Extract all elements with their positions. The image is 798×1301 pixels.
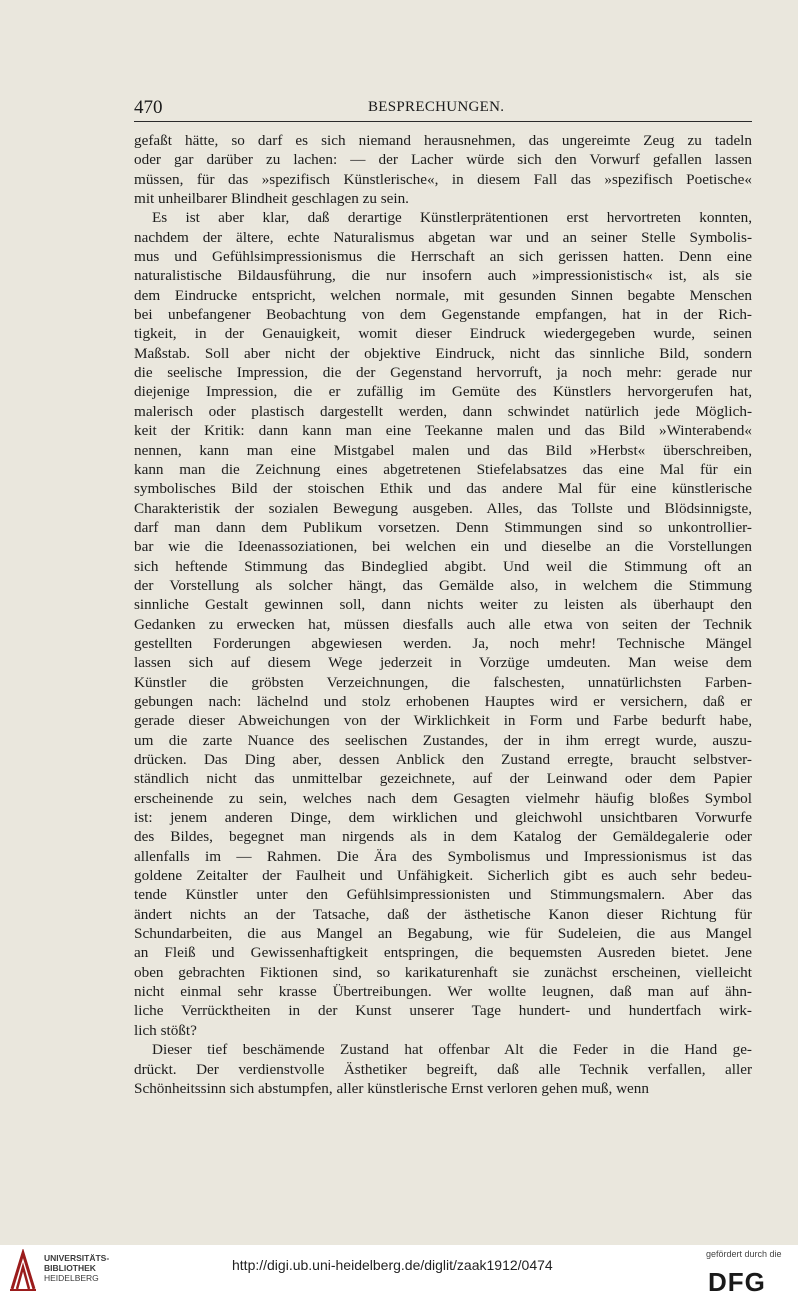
text-line: malerisch oder plastisch dargestellt werden, dann schwindet natürlich jede Möglich- (134, 402, 752, 420)
university-library-logo-icon (8, 1249, 38, 1293)
text-line: tigkeit, in der Genauigkeit, womit dieser Eindruck wiedergegeben wurde, seinen (134, 325, 752, 343)
page-header (134, 97, 752, 122)
page-number: 470 (134, 97, 163, 118)
library-name-line1: UNIVERSITÄTS- (44, 1253, 110, 1263)
text-line: kann man die Zeichnung eines abgetretenen Stiefelabsatzes das eine Mal für ein (134, 460, 752, 478)
text-line: gestellten Forderungen abgewiesen werden. Ja, noch mehr! Technische Mängel (134, 634, 752, 652)
library-name-line2: BIBLIOTHEK (44, 1263, 96, 1273)
text-line: keit der Kritik: dann kann man eine Teekanne malen und das Bild »Winterabend« (134, 422, 752, 440)
text-line: der Vorstellung als solcher hängt, das Gemälde also, in welchem die Stimmung (134, 576, 752, 594)
library-name-line3: HEIDELBERG (44, 1273, 99, 1283)
text-line: symbolisches Bild der stoischen Ethik und das andere Mal für eine künstlerische (134, 480, 752, 498)
text-line: die seelische Impression, die der Gegenstand hervorruft, ja noch mehr: gerade nur (134, 364, 752, 382)
text-line: mit unheilbarer Blindheit geschlagen zu sein. (134, 190, 409, 208)
text-line: Schönheitssinn sich abstumpfen, aller künstlerische Ernst verloren gehen muß, wenn (134, 1079, 649, 1097)
text-line: an Fleiß und Gewissenhaftigkeit entspringen, die bequemsten Ausreden bietet. Jene (134, 944, 752, 962)
text-line: ist: jenem anderen Dinge, dem wirklichen und gleichwohl unsichtbaren Vorwurfe (134, 809, 752, 827)
text-line: oder gar darüber zu lachen: — der Lacher würde sich den Vorwurf gefallen lassen (134, 151, 752, 169)
text-line: liche Verrücktheiten in der Kunst unserer Tage hundert- und hundertfach wirk- (134, 1002, 752, 1020)
text-line: Maßstab. Soll aber nicht der objektive Eindruck, nicht das sinnliche Bild, sondern (134, 344, 752, 362)
text-line: sinnliche Gestalt gewinnen soll, dann nichts weiter zu leisten als überhaupt den (134, 596, 752, 614)
text-line: lich stößt? (134, 1021, 197, 1039)
text-line: goldene Zeitalter der Faulheit und Unfähigkeit. Sicherlich gibt es auch sehr bedeu- (134, 867, 752, 885)
text-line: gefaßt hätte, so darf es sich niemand herausnehmen, das ungereimte Zeug zu tadeln (134, 132, 752, 149)
text-line: gerade dieser Abweichungen von der Wirklichkeit in Form und Farbe bedurft habe, (134, 712, 752, 730)
footer-bar (0, 1245, 798, 1301)
text-line: bei unbefangener Beobachtung von dem Gegenstande empfangen, hat in der Rich- (134, 306, 752, 324)
text-line: dem Eindrucke entspricht, welchen normale, mit gesunden Sinnen begabte Menschen (134, 286, 752, 304)
text-line: nachdem der ältere, echte Naturalismus abgetan war und an seiner Stelle Symbolis- (134, 228, 752, 246)
text-line: erscheinende zu sein, welches nach dem Gesagten vielmehr häufig bloßes Symbol (134, 789, 752, 807)
dfg-logo: DFG (708, 1267, 766, 1297)
text-line: nennen, kann man eine Mistgabel malen und das Bild »Herbst« überschreiben, (134, 441, 752, 459)
text-line: darf man dann dem Publikum vorsetzen. Denn Stimmungen sind so unkontrollier- (134, 518, 752, 536)
library-name (44, 1253, 109, 1283)
text-line: sich heftende Stimmung das Bindeglied abgibt. Und weil die Stimmung oft an (134, 557, 752, 575)
text-line: allenfalls im — Rahmen. Die Ära des Symbolismus und Impressionismus ist das (134, 847, 752, 865)
text-line: nicht einmal sehr krasse Übertreibungen. Wer wollte leugnen, daß man auf ähn- (134, 983, 752, 1001)
text-line: drücken. Das Ding aber, dessen Anblick den Zustand erregte, braucht selbstver- (134, 751, 752, 768)
text-line: um die zarte Nuance des seelischen Zustandes, der in ihm erregt wurde, auszu- (134, 731, 752, 749)
text-line: müssen, für das »spezifisch Künstlerische«, in diesem Fall das »spezifisch Poetische« (134, 170, 752, 188)
text-line: ständlich nicht das unmittelbar gezeichnete, auf der Leinwand oder dem Papier (134, 770, 752, 788)
text-line: naturalistische Bildausführung, die nur insofern auch »impressionistisch« ist, als sie (134, 267, 752, 285)
text-line: Künstler die gröbsten Verzeichnungen, die falschesten, unnatürlichsten Farben- (134, 673, 752, 691)
text-line: Schundarbeiten, die aus Mangel an Begabung, wie für Sudeleien, die aus Mangel (134, 925, 752, 943)
text-line: Gedanken zu erwecken hat, müssen diesfalls auch alle etwa von seiten der Technik (134, 615, 752, 633)
text-line: ändert nichts an der Tatsache, daß der ästhetische Kanon dieser Richtung für (134, 905, 752, 923)
funding-note: gefördert durch die (706, 1249, 782, 1259)
text-line: bar wie die Ideenassoziationen, bei welchen ein und dieselbe an die Vorstellungen (134, 538, 752, 556)
text-line: drückt. Der verdienstvolle Ästhetiker begreift, daß alle Technik verfallen, aller (134, 1060, 752, 1078)
running-head: BESPRECHUNGEN. (368, 99, 505, 115)
text-line: Charakteristik der sozialen Bewegung ausgeben. Alles, das Tollste und Blödsinnigste, (134, 499, 752, 517)
body-text (134, 131, 752, 1098)
text-line: Es ist aber klar, daß derartige Künstlerprätentionen erst hervortreten konnten, (152, 209, 752, 227)
text-line: des Bildes, begegnet man nirgends als in dem Katalog der Gemäldegalerie oder (134, 828, 752, 846)
text-line: tende Künstler unter den Gefühlsimpressionisten und Stimmungsmalern. Aber das (134, 886, 752, 904)
text-line: diejenige Impression, die er zufällig im Gemüte des Künstlers hervorgerufen hat, (134, 383, 752, 401)
text-line: Dieser tief beschämende Zustand hat offenbar Alt die Feder in die Hand ge- (152, 1041, 752, 1059)
document-url-link[interactable]: http://digi.ub.uni-heidelberg.de/diglit/zaak1912/0474 (232, 1257, 553, 1273)
text-line: mus und Gefühlsimpressionismus die Herrschaft an sich gerissen hatten. Denn eine (134, 248, 752, 266)
text-line: gebungen nach: lächelnd und stolz erhobenen Hauptes wird er versichern, daß er (134, 692, 752, 710)
text-line: lassen sich auf diesem Wege jederzeit in Vorzüge umdeuten. Man weise dem (134, 654, 752, 672)
text-line: oben gebrachten Fiktionen sind, so karikaturenhaft sie zunächst erscheinen, vielleicht (134, 963, 752, 981)
